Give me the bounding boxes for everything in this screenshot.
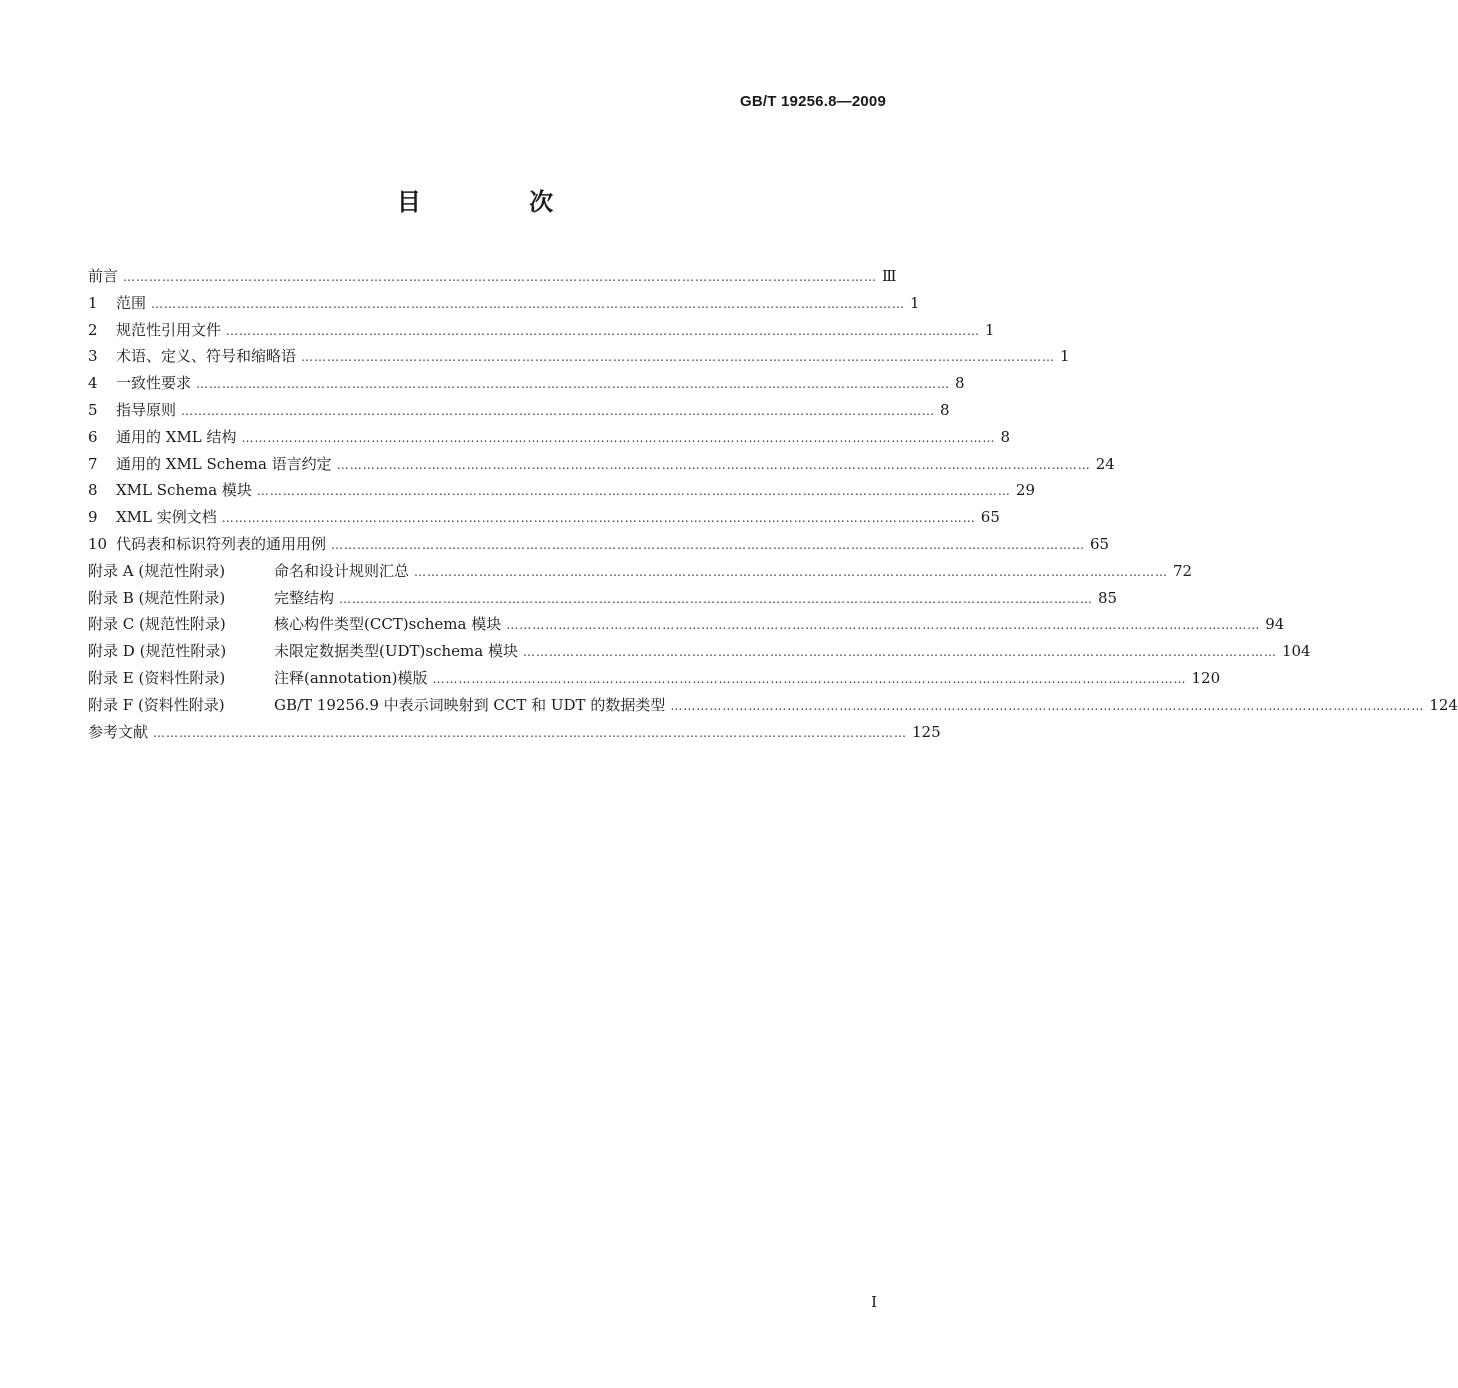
- toc-entry-page: 8: [940, 400, 950, 419]
- toc-entry[interactable]: [88, 558, 1193, 585]
- toc-entry[interactable]: [88, 719, 941, 746]
- toc-entry-page: 104: [1281, 642, 1311, 661]
- toc-entry-number: 10: [88, 534, 108, 553]
- toc-leader: …………………………………………………………………………………………………………………………………………………………: [153, 725, 908, 740]
- toc-entry-page: 124: [1429, 695, 1458, 714]
- toc-entry-page: 1: [1060, 347, 1070, 366]
- toc-entry-number: 8: [88, 481, 98, 500]
- toc-entry-page: 85: [1098, 588, 1118, 607]
- toc-leader: …………………………………………………………………………………………………………………………………………………………: [670, 698, 1425, 713]
- toc-entry-label: 未限定数据类型(UDT)schema 模块: [274, 642, 518, 661]
- toc-entry-label: 通用的 XML Schema 语言约定: [116, 454, 332, 473]
- toc-entry-label: GB/T 19256.9 中表示词映射到 CCT 和 UDT 的数据类型: [274, 695, 666, 714]
- toc-leader: …………………………………………………………………………………………………………………………………………………………: [256, 484, 1011, 499]
- toc-entry[interactable]: [88, 263, 897, 290]
- toc-entry[interactable]: [88, 343, 1070, 370]
- toc-entry-page: 94: [1265, 615, 1285, 634]
- toc-entry-page: 65: [1090, 534, 1110, 553]
- toc-leader: …………………………………………………………………………………………………………………………………………………………: [331, 537, 1086, 552]
- toc-entry-number: 6: [88, 427, 98, 446]
- toc-leader: …………………………………………………………………………………………………………………………………………………………: [241, 430, 996, 445]
- toc-entry[interactable]: [88, 370, 965, 397]
- toc-leader: …………………………………………………………………………………………………………………………………………………………: [301, 350, 1056, 365]
- toc-entry-number: 1: [88, 293, 98, 312]
- toc-leader: …………………………………………………………………………………………………………………………………………………………: [336, 457, 1091, 472]
- toc-entry-label: 注释(annotation)模版: [274, 668, 428, 687]
- toc-entry[interactable]: [88, 424, 1011, 451]
- toc-entry-page: 24: [1095, 454, 1115, 473]
- toc-entry-page: 1: [985, 320, 995, 339]
- toc-annex-designation: 附录 D (规范性附录): [88, 642, 227, 661]
- toc-entry-page: 8: [955, 374, 965, 393]
- table-of-contents: [88, 263, 1458, 745]
- toc-annex-designation: 附录 E (资料性附录): [88, 668, 226, 687]
- toc-leader: …………………………………………………………………………………………………………………………………………………………: [123, 270, 878, 284]
- toc-entry-number: 9: [88, 508, 98, 527]
- toc-entry-label: 指导原则: [116, 400, 177, 419]
- toc-leader: …………………………………………………………………………………………………………………………………………………………: [221, 511, 976, 526]
- toc-entry-number: 5: [88, 400, 98, 419]
- toc-entry-label: 前言: [88, 267, 119, 285]
- toc-entry-page: 65: [980, 508, 1000, 527]
- toc-leader: …………………………………………………………………………………………………………………………………………………………: [432, 671, 1187, 686]
- toc-leader: …………………………………………………………………………………………………………………………………………………………: [522, 645, 1277, 660]
- toc-entry[interactable]: [88, 531, 1110, 558]
- toc-leader: …………………………………………………………………………………………………………………………………………………………: [506, 618, 1261, 633]
- toc-entry[interactable]: [88, 451, 1115, 478]
- page-title: 目 次: [396, 188, 604, 216]
- toc-entry-label: 规范性引用文件: [116, 320, 222, 339]
- toc-entry[interactable]: [88, 665, 1221, 692]
- toc-entry[interactable]: [88, 585, 1118, 612]
- toc-annex-designation: 附录 A (规范性附录): [88, 561, 226, 580]
- toc-entry[interactable]: [88, 397, 950, 424]
- toc-entry-label: 代码表和标识符列表的通用用例: [116, 534, 327, 553]
- toc-entry[interactable]: [88, 477, 1036, 504]
- toc-entry-label: 完整结构: [274, 588, 335, 607]
- toc-entry-label: 术语、定义、符号和缩略语: [116, 347, 297, 366]
- toc-entry-number: 2: [88, 320, 98, 339]
- toc-entry-label: 一致性要求: [116, 374, 192, 393]
- toc-entry[interactable]: [88, 317, 995, 344]
- toc-entry-label: 命名和设计规则汇总: [274, 561, 410, 580]
- toc-annex-designation: 附录 C (规范性附录): [88, 615, 226, 634]
- toc-leader: …………………………………………………………………………………………………………………………………………………………: [339, 591, 1094, 606]
- toc-leader: …………………………………………………………………………………………………………………………………………………………: [226, 323, 981, 338]
- toc-leader: …………………………………………………………………………………………………………………………………………………………: [414, 564, 1169, 579]
- standard-code: GB/T 19256.8—2009: [740, 93, 886, 110]
- toc-entry[interactable]: [88, 290, 920, 317]
- toc-entry-number: 4: [88, 374, 98, 393]
- toc-entry-label: XML Schema 模块: [116, 481, 252, 500]
- toc-entry[interactable]: [88, 638, 1311, 665]
- toc-leader: …………………………………………………………………………………………………………………………………………………………: [151, 296, 906, 311]
- toc-entry[interactable]: [88, 504, 1000, 531]
- toc-entry-page: 1: [910, 293, 920, 312]
- toc-annex-designation: 附录 B (规范性附录): [88, 588, 226, 607]
- toc-entry-page: 8: [1000, 427, 1011, 446]
- toc-entry-page: 29: [1015, 481, 1036, 500]
- toc-entry-page: Ⅲ: [882, 267, 897, 285]
- toc-entry-label: XML 实例文档: [116, 508, 217, 527]
- toc-entry-number: 3: [88, 347, 98, 366]
- toc-leader: …………………………………………………………………………………………………………………………………………………………: [196, 377, 951, 392]
- toc-entry-number: 7: [88, 454, 98, 473]
- page-number: I: [871, 1293, 877, 1311]
- toc-entry-page: 125: [912, 722, 941, 741]
- toc-entry-label: 参考文献: [88, 722, 149, 741]
- toc-entry-page: 72: [1173, 561, 1193, 580]
- toc-entry[interactable]: [88, 692, 1458, 719]
- toc-entry-page: 120: [1191, 668, 1221, 687]
- toc-leader: …………………………………………………………………………………………………………………………………………………………: [181, 403, 936, 418]
- toc-entry-label: 核心构件类型(CCT)schema 模块: [274, 615, 502, 634]
- toc-annex-designation: 附录 F (资料性附录): [88, 695, 225, 714]
- toc-entry-label: 通用的 XML 结构: [116, 427, 237, 446]
- toc-entry[interactable]: [88, 611, 1285, 638]
- toc-entry-label: 范围: [116, 293, 147, 312]
